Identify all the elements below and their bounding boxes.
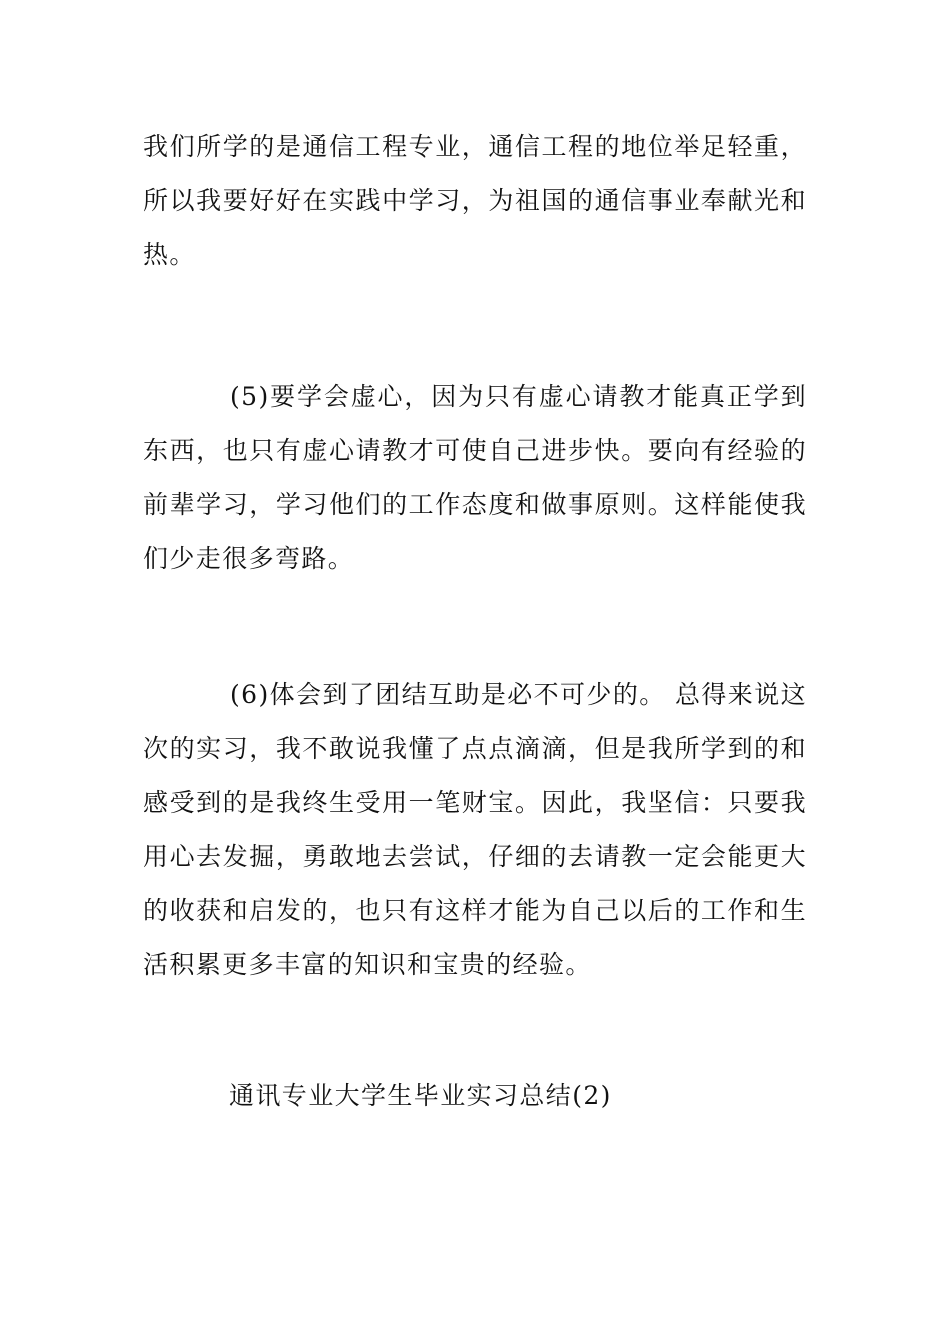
section-heading: 通讯专业大学生毕业实习总结(2) bbox=[229, 1081, 612, 1110]
paragraph-point-6: (6)体会到了团结互助是必不可少的。 总得来说这次的实习，我不敢说我懂了点点滴滴，但是我所学到的和感受到的是我终生受用一笔财宝。因此，我坚信：只要我用心去发掘，勇敢地去尝试，仔细的去请教一定会能更大的收获和启发的，也只有这样才能为自己以后的工作和生活积累更多丰富的知识和宝贵的经验。 bbox=[143, 680, 807, 979]
paragraph-intro-continuation: 我们所学的是通信工程专业，通信工程的地位举足轻重，所以我要好好在实践中学习，为祖国的通信事业奉献光和热。 bbox=[143, 132, 807, 269]
paragraph-point-5: (5)要学会虚心，因为只有虚心请教才能真正学到东西，也只有虚心请教才可使自己进步快。要向有经验的前辈学习，学习他们的工作态度和做事原则。这样能使我们少走很多弯路。 bbox=[143, 382, 807, 573]
